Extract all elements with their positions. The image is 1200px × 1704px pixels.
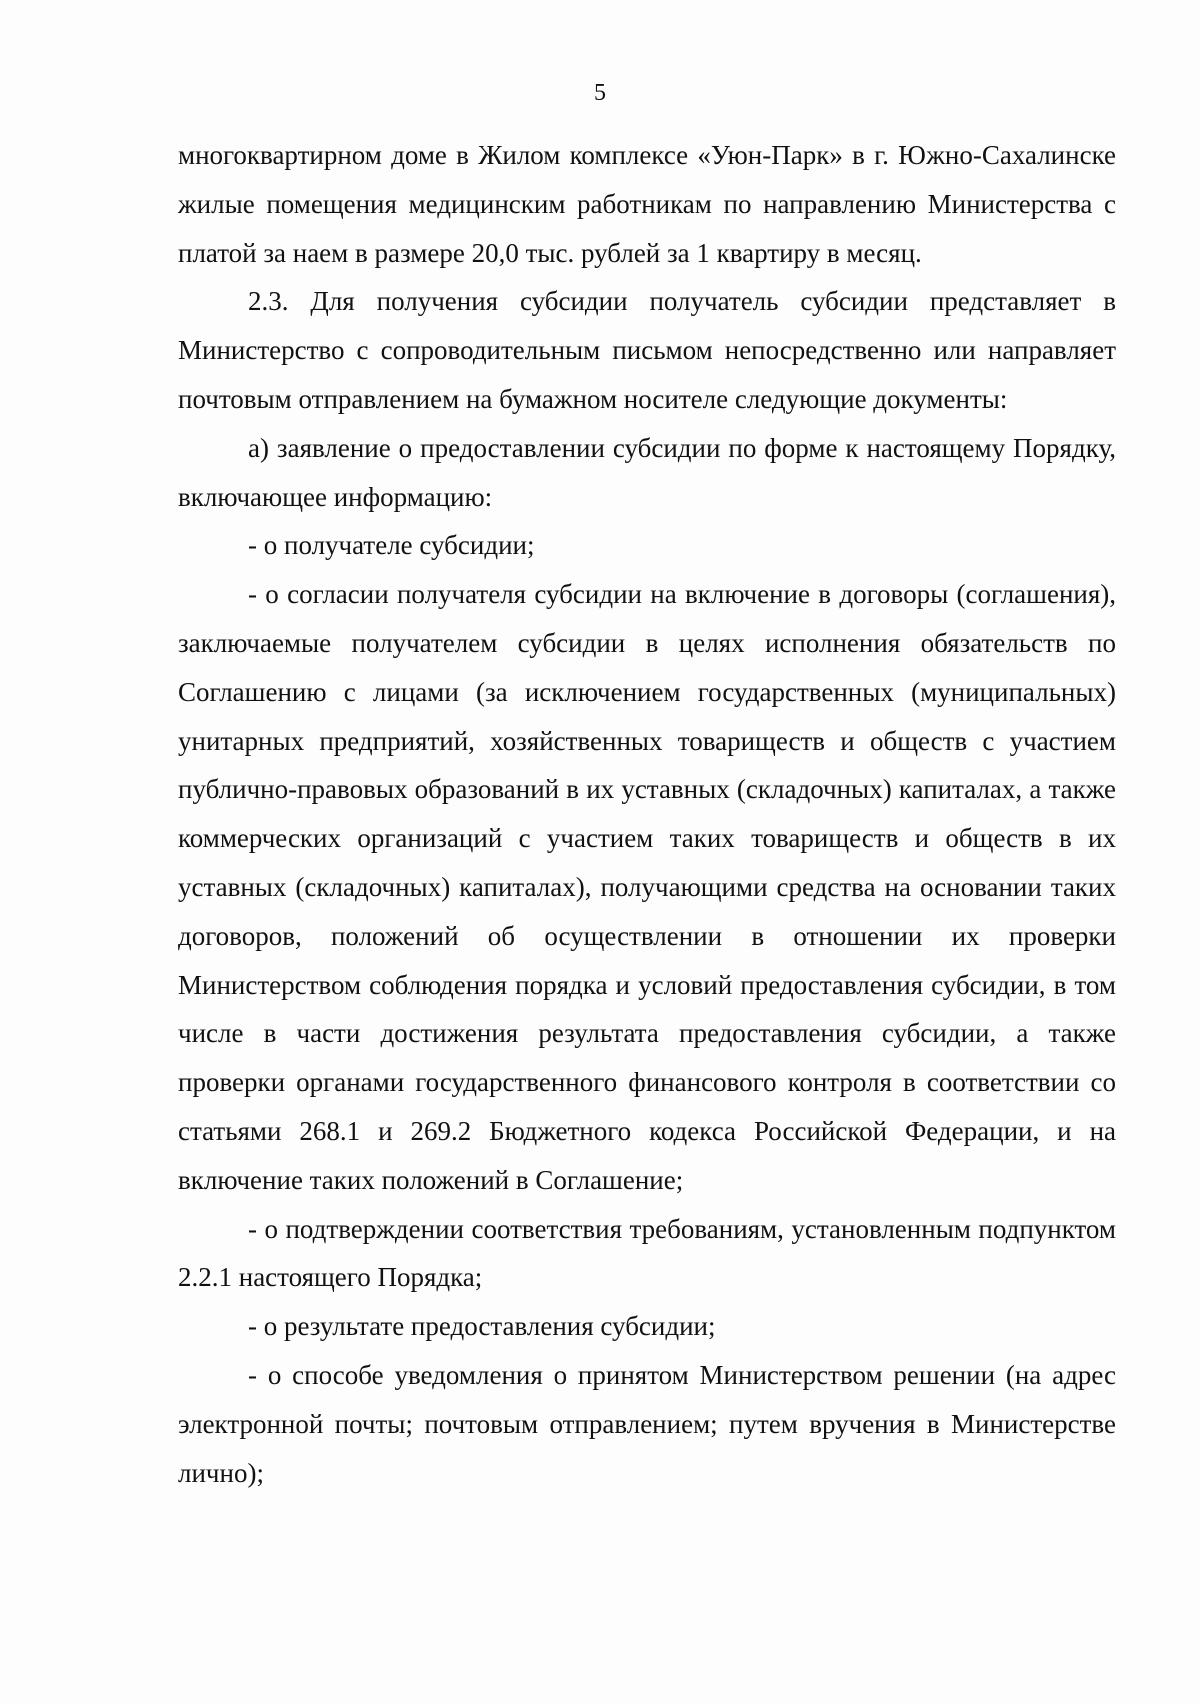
paragraph-continuation: многоквартирном доме в Жилом комплексе «Уюн-Парк» в г. Южно-Сахалинске жилые помещения медицинским работникам по направлению Министерства с платой за наем в размере 20,0 тыс. рублей за 1 квартиру в месяц.: [178, 140, 1116, 268]
paragraph-2-3: 2.3. Для получения субсидии получатель субсидии представляет в Министерство с сопроводительным письмом непосредственно или направляет почтовым отправлением на бумажном носителе следующие документы:: [178, 286, 1116, 414]
paragraph-item-a: а) заявление о предоставлении субсидии по форме к настоящему Порядку, включающее информацию:: [178, 432, 1116, 512]
list-item-result: - о результате предоставления субсидии;: [248, 1311, 716, 1342]
list-item-compliance: - о подтверждении соответствия требованиям, установленным подпунктом 2.2.1 настоящего Порядка;: [178, 1213, 1116, 1293]
list-item-recipient: - о получателе субсидии;: [248, 530, 535, 561]
list-item-consent: - о согласии получателя субсидии на включение в договоры (соглашения), заключаемые получателем субсидии в целях исполнения обязательств по Соглашению с лицами (за исключением государственных (муниципальных) унитарных предприятий, хозяйственных товариществ и обществ с участием публично-правовых образований в их уставных (складочных) капиталах, а также коммерческих организаций с участием таких товариществ и обществ в их уставных (складочных) капиталах), получающими средства на основании таких договоров, положений об осуществлении в отношении их проверки Министерством соблюдения порядка и условий предоставления субсидии, в том числе в части достижения результата предоставления субсидии, а также проверки органами государственного финансового контроля в соответствии со статьями 268.1 и 269.2 Бюджетного кодекса Российской Федерации, и на включение таких положений в Соглашение;: [178, 579, 1116, 1195]
page-number: 5: [594, 80, 606, 106]
list-item-notification: - о способе уведомления о принятом Министерством решении (на адрес электронной почты; почтовым отправлением; путем вручения в Министерстве лично);: [178, 1359, 1116, 1488]
document-body: [178, 131, 1116, 1497]
